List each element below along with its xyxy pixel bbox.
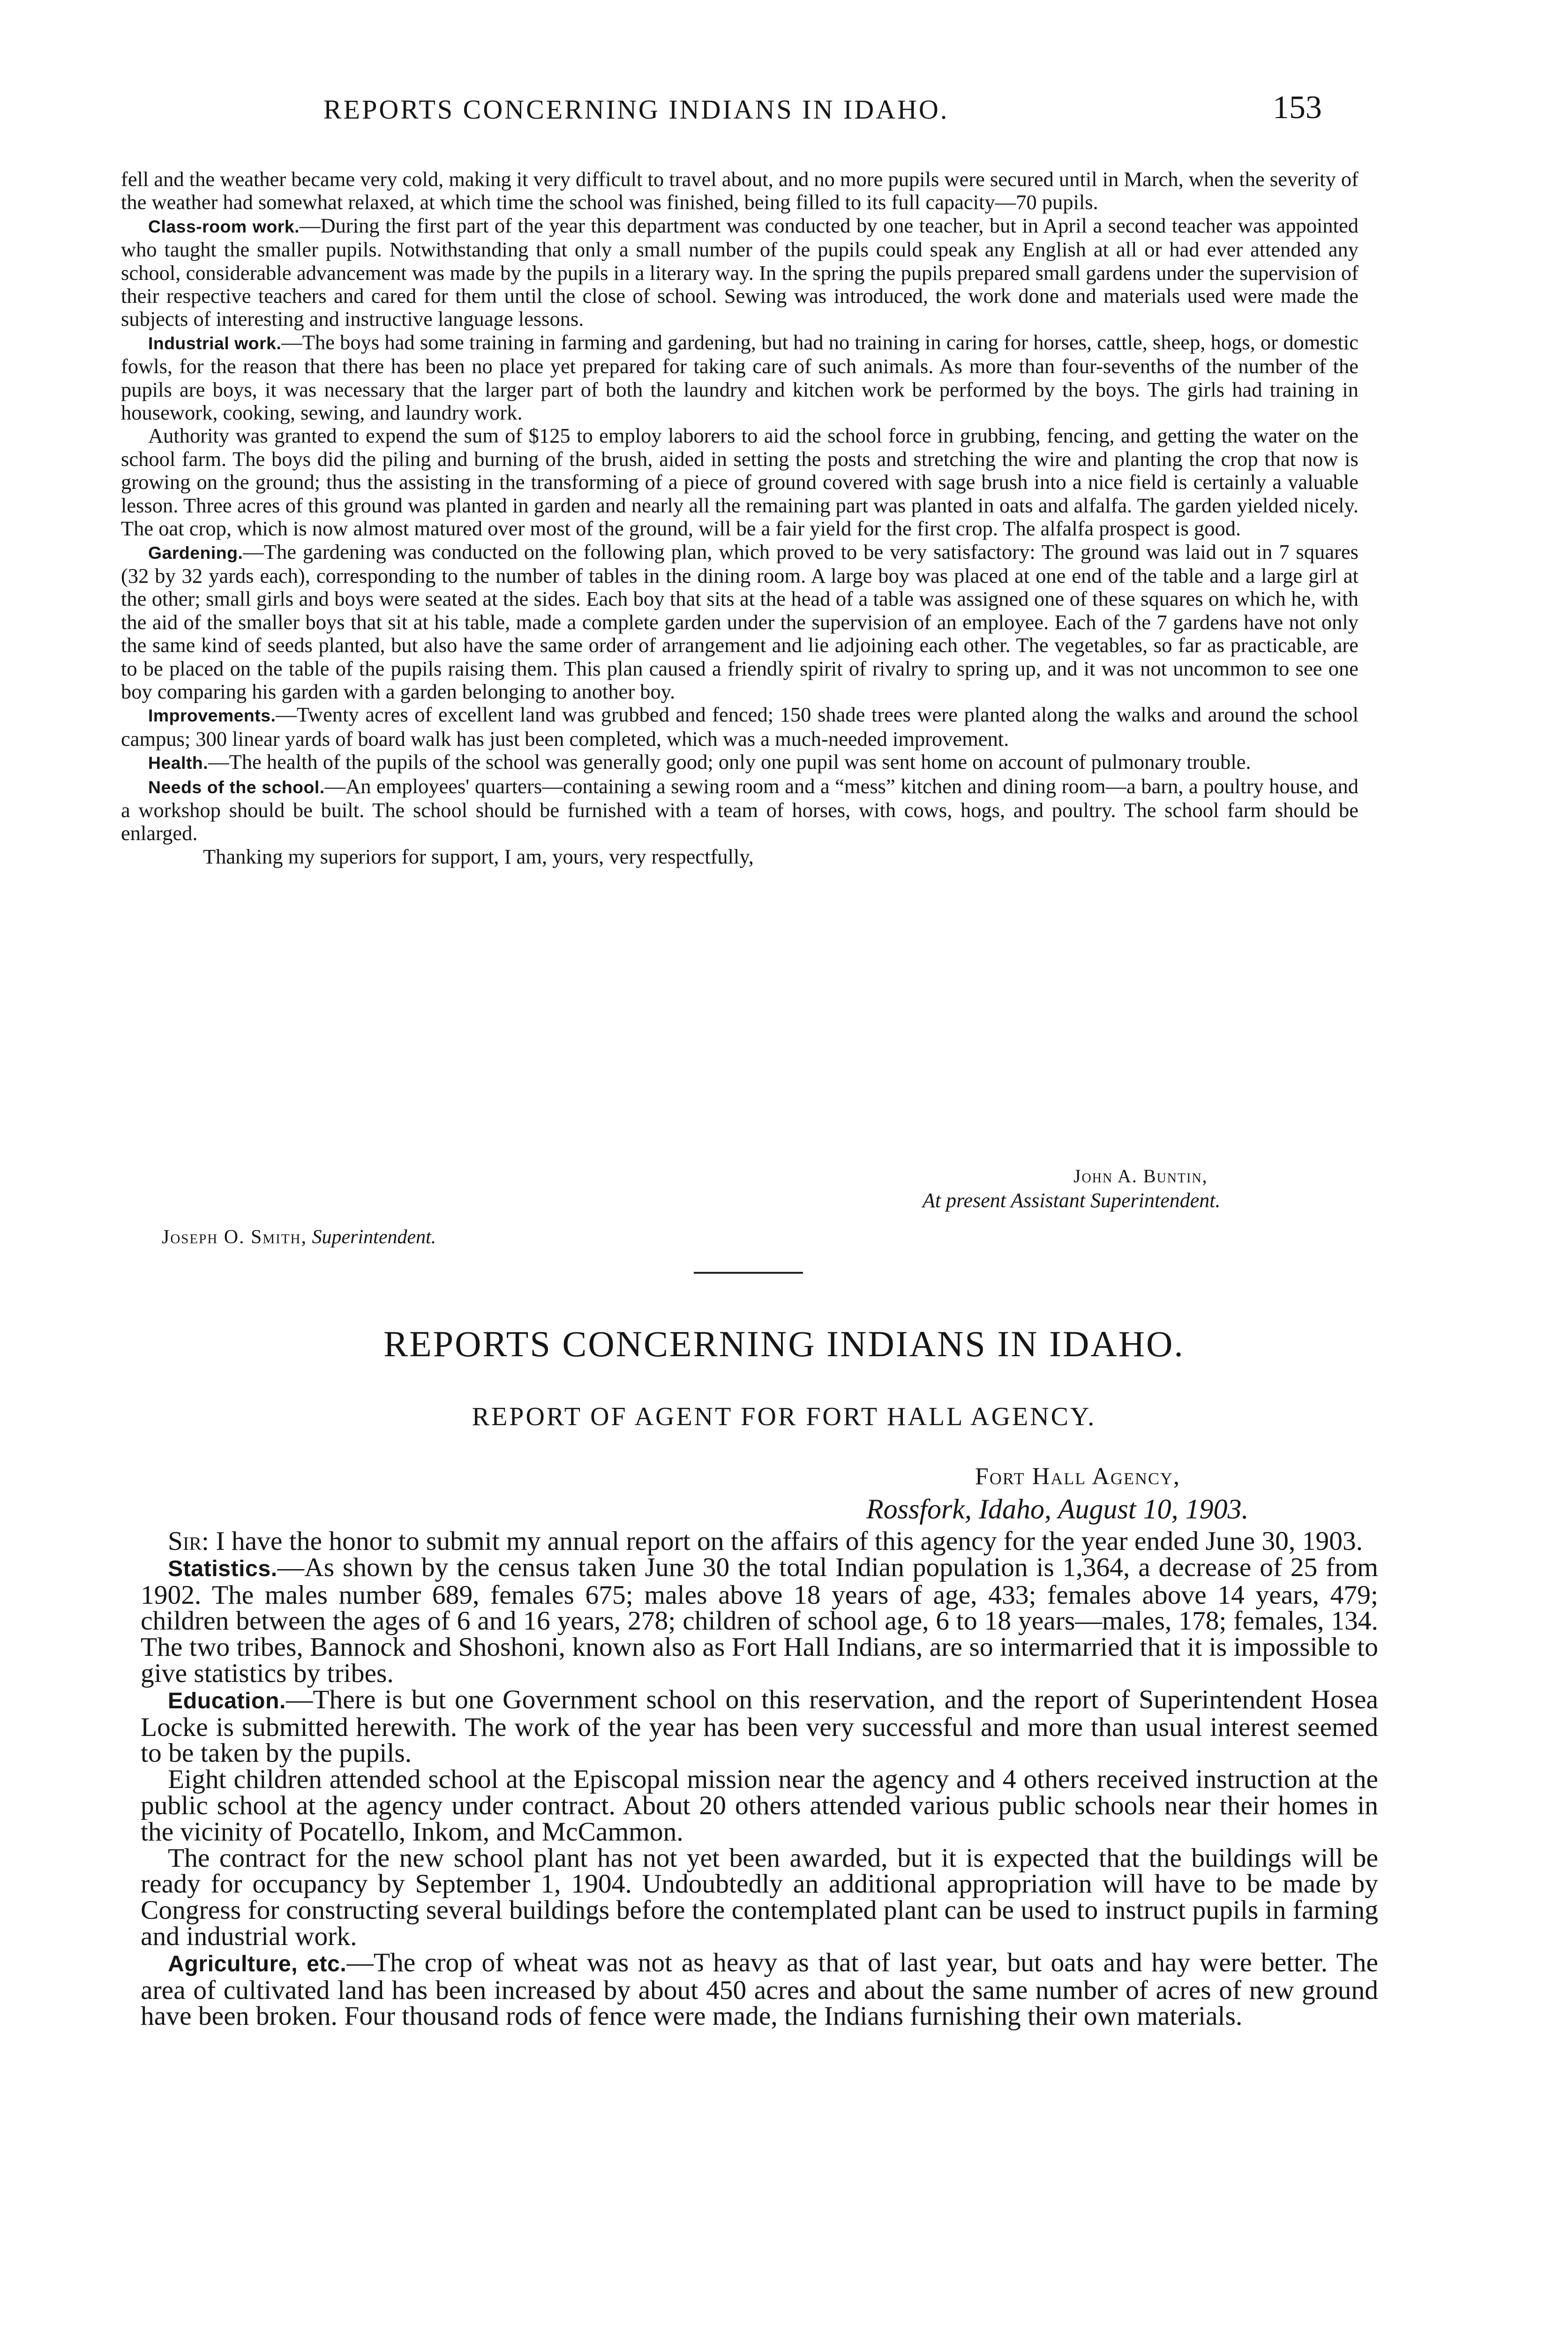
agent-report-body [141,1528,1378,2029]
paragraph-text: —During the first part of the year this department was conducted by one teacher, but in April a second teacher was appointed who taught the smaller pupils. Notwithstanding that only a small number of the pupils could speak any English at all or had ever attended any school, considerable advancement was made by the pupils in a literary way. In the spring the pupils prepared small gardens under the supervision of their respective teachers and cared for them until the close of school. Sewing was introduced, the work done and materials used were made the subjects of interesting and instructive language lessons. [121,213,1359,331]
signature-title: At present Assistant Superintendent. [923,1189,1221,1212]
paragraph-text: —The gardening was conducted on the following plan, which proved to be very satisfactory: The ground was laid out in 7 squares (32 by 32 yards each), corresponding to the number of tables in the dining room. A large boy was placed at one end of the table and a large girl at the other; small girls and boys were seated at the sides. Each boy that sits at the head of a table was assigned one of these squares on which he, with the aid of the smaller boys that sit at his table, made a complete garden under the supervision of an employee. Each of the 7 gardens have not only the same kind of seeds planted, but also have the same order of arrangement and lie adjoining each other. The vegetables, so far as practicable, are to be placed on the table of the pupils raising them. This plan caused a friendly spirit of rivalry to spring up, and it was not uncommon to see one boy comparing his garden with a garden belonging to another boy. [121,540,1358,703]
paragraph-text: —There is but one Government school on this reservation, and the report of Superintendent Hosea Locke is submitted herewith. The work of the year has been very successful and more than usual interest seemed to be taken by the pupils. [141,1684,1378,1768]
paragraph-text: I have the honor to submit my annual report on the affairs of this agency for the year ended June 30, 1903. [209,1526,1363,1556]
dateline-agency: Fort Hall Agency, [975,1463,1180,1490]
signature-name: John A. Buntin, [1073,1165,1208,1187]
run-in-heading: Improvements. [148,706,276,726]
run-in-heading: Industrial work. [148,333,282,353]
paragraph [121,331,1358,425]
run-in-heading: Needs of the school. [148,777,325,797]
superintendent-title: Superintendent. [312,1226,436,1248]
page-number: 153 [1273,90,1322,126]
paragraph [121,775,1358,845]
paragraph-text: fell and the weather became very cold, making it very difficult to travel about, and no more pupils were secured until in March, when the severity of the weather had somewhat relaxed, at which time the school was finished, being filled to its full capacity—70 pupils. [121,167,1358,214]
superintendent-report-body [121,168,1358,868]
paragraph [121,751,1358,774]
run-in-heading: Class-room work. [148,216,300,236]
paragraph [121,214,1358,331]
superintendent-name: Joseph O. Smith, [162,1226,307,1248]
paragraph [121,424,1358,540]
paragraph-text: —As shown by the census taken June 30 the total Indian population is 1,364, a decrease of 25 from 1902. The males number 689, females 675; males above 18 years of age, 433; females above 14 years, 479; children between the ages of 6 and 16 years, 278; children of school age, 6 to 18 years—males, 178; females, 134. The two tribes, Bannock and Shoshoni, known also as Fort Hall Indians, are so intermarried that it is impossible to give statistics by tribes. [141,1552,1378,1688]
running-head: REPORTS CONCERNING INDIANS IN IDAHO. [323,94,949,125]
salutation: Sir: [168,1526,209,1556]
paragraph [141,1947,1378,2031]
report-title: REPORT OF AGENT FOR FORT HALL AGENCY. [472,1402,1096,1431]
run-in-heading: Gardening. [148,542,243,563]
paragraph-text: Eight children attended school at the Episcopal mission near the agency and 4 others received instruction at the public school at the agency under contract. About 20 others attended various public schools near their homes in the vicinity of Pocatello, Inkom, and McCammon. [141,1765,1378,1847]
paragraph-text: The contract for the new school plant has not yet been awarded, but it is expected that the buildings will be ready for occupancy by September 1, 1904. Undoubtedly an additional appropriation will have to be made by Congress for constructing several buildings before the contemplated plant can be used to instruct pupils in farming and industrial work. [141,1843,1378,1951]
paragraph [141,1552,1378,1688]
paragraph [141,1845,1378,1950]
run-in-heading: Health. [148,753,209,773]
paragraph-text: Authority was granted to expend the sum of $125 to employ laborers to aid the school force in grubbing, fencing, and getting the water on the school farm. The boys did the piling and burning of the brush, aided in setting the posts and stretching the wire and planting the crop that now is growing on the ground; thus the assisting in the transforming of a piece of ground covered with sage brush into a nice field is certainly a valuable lesson. Three acres of this ground was planted in garden and nearly all the remaining part was planted in oats and alfalfa. The garden yielded nicely. The oat crop, which is now almost matured over most of the ground, will be a fair yield for the first crop. The alfalfa prospect is good. [121,424,1358,541]
paragraph-text: —An employees' quarters—containing a sewing room and a “mess” kitchen and dining room—a barn, a poultry house, and a workshop should be built. The school should be furnished with a team of horses, with cows, hogs, and poultry. The school farm should be enlarged. [121,774,1358,845]
closing-line [121,845,1358,868]
section-title: REPORTS CONCERNING INDIANS IN IDAHO. [383,1323,1185,1364]
paragraph-text: —The boys had some training in farming and gardening, but had no training in caring for horses, cattle, sheep, hogs, or domestic fowls, for the reason that there has been no place yet prepared for taking care of such animals. As more than four-sevenths of the number of the pupils are boys, it was necessary that the larger part of both the laundry and kitchen work be performed by the boys. The girls had training in housework, cooking, sewing, and laundry work. [121,330,1358,425]
paragraph-text: —The health of the pupils of the school was generally good; only one pupil was sent home on account of pulmonary trouble. [208,750,1251,774]
paragraph [141,1766,1378,1845]
section-divider [694,1272,803,1274]
paragraph-text: —The crop of wheat was not as heavy as that of last year, but oats and hay were better. The area of cultivated land has been increased by about 450 acres and about the same number of acres of new ground have been broken. Four thousand rods of fence were made, the Indians furnishing their own materials. [141,1947,1378,2031]
paragraph [141,1684,1378,1768]
dateline-place-date: Rossfork, Idaho, August 10, 1903. [866,1494,1249,1525]
paragraph [121,541,1358,704]
paragraph-text: —Twenty acres of excellent land was grubbed and fenced; 150 shade trees were planted along the walks and around the school campus; 300 linear yards of board walk has just been completed, which was a much-needed improvement. [121,703,1358,751]
paragraph [141,1528,1378,1555]
run-in-heading: Agriculture, etc. [168,1951,347,1976]
paragraph-text: Thanking my superiors for support, I am, yours, very respectfully, [203,844,754,868]
run-in-heading: Statistics. [168,1555,278,1581]
paragraph [121,703,1358,751]
run-in-heading: Education. [168,1688,286,1713]
superintendent-line [162,1226,436,1248]
paragraph [121,168,1358,214]
